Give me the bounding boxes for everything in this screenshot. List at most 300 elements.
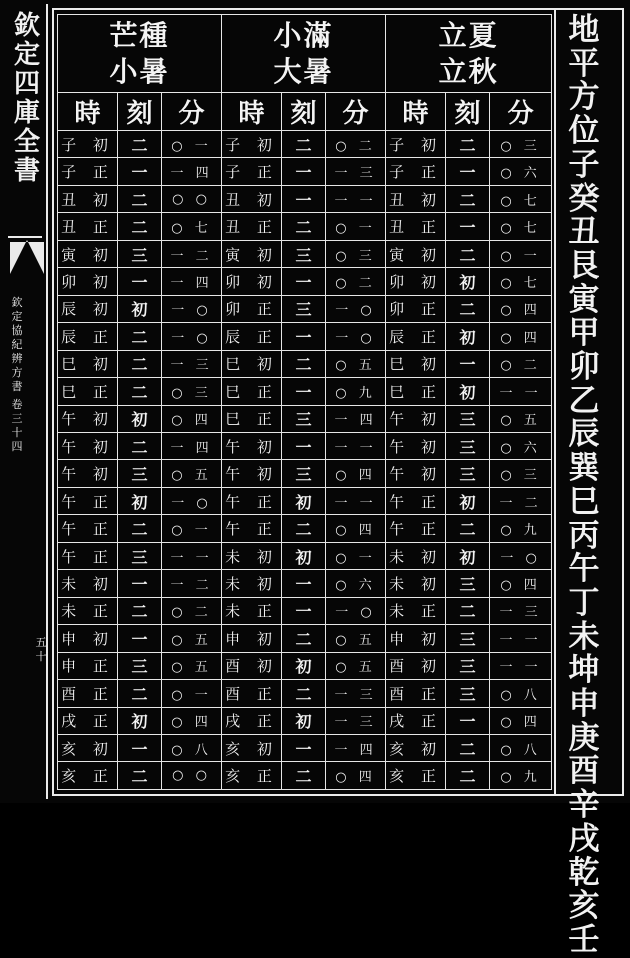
minute-cell: ○ 四 (326, 762, 386, 790)
hour-cell: 亥 正 (222, 762, 282, 790)
annotation-char: 戌 (568, 820, 600, 857)
quarter-cell: 初 (282, 487, 326, 514)
minute-cell: 一 ○ (326, 295, 386, 322)
hour-cell: 辰 正 (222, 323, 282, 350)
book-char: 書 (11, 380, 23, 393)
hour-cell: 午 初 (386, 432, 446, 459)
quarter-cell: 一 (118, 625, 162, 652)
minute-cell: 一 四 (162, 268, 222, 295)
minute-cell: ○ 六 (326, 570, 386, 597)
quarter-cell: 二 (446, 762, 490, 790)
minute-cell: ○ 四 (490, 295, 552, 322)
quarter-cell: 初 (118, 405, 162, 432)
annotation-char: 癸 (568, 180, 600, 217)
title-char: 欽 (13, 11, 40, 41)
book-char: 欽 (11, 296, 23, 309)
quarter-cell: 二 (446, 295, 490, 322)
minute-cell: ○ 五 (162, 652, 222, 679)
solar-term-header (386, 15, 552, 93)
hour-cell: 午 初 (58, 432, 118, 459)
hour-cell: 未 初 (386, 542, 446, 569)
quarter-cell: 二 (282, 680, 326, 707)
hour-cell: 子 正 (58, 158, 118, 185)
column-header: 刻 (446, 93, 490, 131)
annotation-char: 巽 (568, 450, 600, 487)
table-row (58, 185, 552, 212)
table-row (58, 625, 552, 652)
margin-band (4, 4, 48, 799)
quarter-cell: 三 (118, 542, 162, 569)
hour-cell: 午 正 (58, 515, 118, 542)
annotation-char: 丁 (568, 584, 600, 621)
term-header-row (58, 15, 552, 93)
minute-cell: ○ 八 (162, 734, 222, 761)
solar-term-top: 小滿 (273, 18, 334, 52)
minute-cell: ○ 四 (326, 460, 386, 487)
hour-cell: 未 初 (386, 570, 446, 597)
table-row (58, 487, 552, 514)
hour-cell: 亥 初 (386, 734, 446, 761)
quarter-cell: 一 (118, 268, 162, 295)
minute-cell: 一 一 (326, 487, 386, 514)
annotation-char: 地 (568, 12, 600, 48)
quarter-cell: 一 (282, 432, 326, 459)
hour-cell: 巳 正 (222, 378, 282, 405)
annotation-char: 午 (568, 551, 600, 588)
quarter-cell: 一 (446, 158, 490, 185)
table-row (58, 295, 552, 322)
hour-cell: 酉 正 (386, 680, 446, 707)
minute-cell: ○ ○ (162, 185, 222, 212)
quarter-cell: 二 (282, 131, 326, 158)
hour-cell: 酉 正 (58, 680, 118, 707)
quarter-cell: 二 (282, 213, 326, 240)
hour-cell: 未 正 (58, 597, 118, 624)
minute-cell: ○ 七 (490, 185, 552, 212)
minute-cell: ○ 四 (162, 707, 222, 734)
hour-cell: 辰 正 (386, 323, 446, 350)
quarter-cell: 二 (118, 680, 162, 707)
quarter-cell: 三 (446, 570, 490, 597)
minute-cell: ○ 八 (490, 680, 552, 707)
column-header: 刻 (118, 93, 162, 131)
hour-cell: 未 初 (222, 542, 282, 569)
hour-cell: 丑 初 (386, 185, 446, 212)
annotation-char: 甲 (568, 315, 600, 352)
quarter-cell: 二 (118, 597, 162, 624)
quarter-cell: 初 (282, 652, 326, 679)
quarter-cell: 初 (446, 268, 490, 295)
hour-cell: 卯 初 (222, 268, 282, 295)
quarter-cell: 初 (282, 707, 326, 734)
annotation-char: 乙 (568, 382, 600, 419)
solar-term-header (58, 15, 222, 93)
annotation-char: 丙 (568, 517, 600, 554)
hour-cell: 巳 正 (58, 378, 118, 405)
minute-cell: ○ 一 (162, 515, 222, 542)
quarter-cell: 一 (282, 597, 326, 624)
annotation-char: 子 (568, 146, 600, 183)
hour-cell: 子 初 (222, 131, 282, 158)
quarter-cell: 三 (118, 652, 162, 679)
minute-cell: ○ 二 (490, 350, 552, 377)
hour-cell: 午 初 (222, 460, 282, 487)
solar-term-bottom: 大暑 (273, 54, 334, 88)
hour-cell: 巳 初 (222, 350, 282, 377)
annotation-char: 辰 (568, 416, 600, 453)
hour-cell: 亥 初 (222, 734, 282, 761)
volume-char: 四 (11, 440, 23, 453)
hour-cell: 戌 正 (58, 707, 118, 734)
hour-cell: 未 初 (58, 570, 118, 597)
minute-cell: ○ 一 (326, 542, 386, 569)
table-row (58, 131, 552, 158)
hour-cell: 寅 初 (222, 240, 282, 267)
minute-cell: ○ 九 (490, 762, 552, 790)
hour-cell: 午 正 (386, 515, 446, 542)
annotation-char: 辛 (568, 787, 600, 824)
hour-cell: 子 初 (58, 131, 118, 158)
title-char: 四 (13, 69, 40, 99)
collection-title (12, 12, 42, 186)
hour-cell: 丑 正 (222, 213, 282, 240)
column-header-row (58, 93, 552, 131)
hour-cell: 卯 正 (222, 295, 282, 322)
annotation-char: 丑 (568, 214, 600, 251)
quarter-cell: 初 (118, 295, 162, 322)
quarter-cell: 二 (118, 131, 162, 158)
hour-cell: 午 正 (222, 515, 282, 542)
minute-cell: ○ 二 (162, 597, 222, 624)
quarter-cell: 二 (118, 378, 162, 405)
table-row (58, 570, 552, 597)
hour-cell: 丑 正 (386, 213, 446, 240)
quarter-cell: 二 (118, 185, 162, 212)
minute-cell: 一 二 (162, 570, 222, 597)
quarter-cell: 二 (282, 762, 326, 790)
minute-cell: 一 一 (490, 625, 552, 652)
quarter-cell: 一 (282, 158, 326, 185)
book-char: 辨 (11, 352, 23, 365)
table-row (58, 158, 552, 185)
hour-cell: 丑 初 (58, 185, 118, 212)
table-row (58, 680, 552, 707)
quarter-cell: 三 (446, 680, 490, 707)
annotation-char: 位 (568, 113, 600, 150)
hour-cell: 辰 正 (58, 323, 118, 350)
hour-cell: 卯 初 (386, 268, 446, 295)
hour-cell: 申 初 (58, 625, 118, 652)
quarter-cell: 二 (446, 734, 490, 761)
quarter-cell: 初 (446, 323, 490, 350)
table-row (58, 350, 552, 377)
quarter-cell: 初 (446, 378, 490, 405)
quarter-cell: 三 (282, 405, 326, 432)
hour-cell: 寅 初 (58, 240, 118, 267)
column-header: 分 (490, 93, 552, 131)
minute-cell: ○ 七 (490, 268, 552, 295)
minute-cell: 一 四 (326, 405, 386, 432)
table-row (58, 542, 552, 569)
hour-cell: 酉 初 (386, 652, 446, 679)
hour-cell: 亥 正 (58, 762, 118, 790)
column-header: 分 (326, 93, 386, 131)
minute-cell: 一 四 (326, 734, 386, 761)
minute-cell: 一 一 (162, 542, 222, 569)
hour-cell: 酉 初 (222, 652, 282, 679)
hour-cell: 午 正 (222, 487, 282, 514)
table-row (58, 515, 552, 542)
hour-cell: 丑 正 (58, 213, 118, 240)
quarter-cell: 三 (282, 460, 326, 487)
quarter-cell: 三 (282, 240, 326, 267)
quarter-cell: 二 (282, 350, 326, 377)
minute-cell: ○ 五 (490, 405, 552, 432)
minute-cell: ○ 三 (490, 131, 552, 158)
hour-cell: 巳 正 (386, 378, 446, 405)
solar-term-bottom: 立秋 (438, 54, 499, 88)
minute-cell: 一 ○ (490, 542, 552, 569)
volume-char: 三 (11, 412, 23, 425)
column-header: 時 (386, 93, 446, 131)
fishtail-mark-icon (10, 236, 44, 274)
table-row (58, 652, 552, 679)
hour-cell: 卯 初 (58, 268, 118, 295)
hour-cell: 子 初 (386, 131, 446, 158)
hour-cell: 午 正 (58, 542, 118, 569)
minute-cell: ○ 二 (326, 131, 386, 158)
hour-cell: 子 正 (386, 158, 446, 185)
quarter-cell: 一 (118, 734, 162, 761)
minute-cell: 一 ○ (326, 597, 386, 624)
annotation-char: 卯 (568, 349, 600, 386)
table-row (58, 268, 552, 295)
minute-cell: ○ 一 (162, 680, 222, 707)
quarter-cell: 三 (446, 652, 490, 679)
annotation-char: 寅 (568, 281, 600, 318)
minute-cell: ○ 七 (490, 213, 552, 240)
annotation-char: 申 (568, 686, 600, 723)
quarter-cell: 三 (446, 625, 490, 652)
table-row (58, 460, 552, 487)
hour-cell: 申 正 (58, 652, 118, 679)
hour-cell: 未 初 (222, 570, 282, 597)
annotation-char: 乾 (568, 854, 600, 891)
annotation-divider (554, 10, 556, 794)
minute-cell: ○ 六 (490, 158, 552, 185)
hour-cell: 巳 初 (386, 350, 446, 377)
minute-cell: ○ 一 (326, 213, 386, 240)
table-row (58, 323, 552, 350)
quarter-cell: 三 (118, 240, 162, 267)
hour-cell: 巳 正 (222, 405, 282, 432)
book-char: 紀 (11, 338, 23, 351)
hour-cell: 午 正 (58, 487, 118, 514)
minute-cell: 一 一 (326, 432, 386, 459)
hour-cell: 申 初 (222, 625, 282, 652)
hour-cell: 未 正 (222, 597, 282, 624)
quarter-cell: 二 (446, 131, 490, 158)
minute-cell: 一 四 (162, 158, 222, 185)
table-row (58, 378, 552, 405)
minute-cell: ○ 六 (490, 432, 552, 459)
minute-cell: 一 三 (326, 680, 386, 707)
leaf-char: 五 (35, 636, 47, 649)
table-row (58, 762, 552, 790)
quarter-cell: 二 (446, 515, 490, 542)
minute-cell: ○ 七 (162, 213, 222, 240)
minute-cell: 一 三 (326, 707, 386, 734)
hour-cell: 卯 正 (386, 295, 446, 322)
quarter-cell: 二 (118, 432, 162, 459)
quarter-cell: 初 (446, 487, 490, 514)
minute-cell: ○ 四 (490, 570, 552, 597)
table-row (58, 734, 552, 761)
minute-cell: ○ 三 (326, 240, 386, 267)
quarter-cell: 二 (118, 762, 162, 790)
hour-cell: 巳 初 (58, 350, 118, 377)
minute-cell: 一 一 (490, 378, 552, 405)
minute-cell: 一 一 (490, 652, 552, 679)
hour-cell: 午 初 (386, 405, 446, 432)
quarter-cell: 初 (118, 487, 162, 514)
quarter-cell: 一 (282, 268, 326, 295)
minute-cell: ○ 八 (490, 734, 552, 761)
quarter-cell: 一 (282, 570, 326, 597)
hour-cell: 午 初 (222, 432, 282, 459)
hour-cell: 午 初 (58, 405, 118, 432)
minute-cell: 一 二 (162, 240, 222, 267)
title-char: 定 (13, 40, 40, 70)
minute-cell: ○ 五 (326, 350, 386, 377)
minute-cell: ○ 一 (162, 131, 222, 158)
minute-cell: 一 三 (162, 350, 222, 377)
quarter-cell: 二 (118, 515, 162, 542)
leaf-number (34, 636, 48, 664)
book-title (10, 296, 24, 394)
leaf-char: 十 (35, 650, 47, 663)
table-row (58, 707, 552, 734)
minute-cell: 一 ○ (162, 323, 222, 350)
annotation-char: 方 (568, 79, 600, 116)
minute-cell: ○ ○ (162, 762, 222, 790)
minute-cell: ○ 一 (490, 240, 552, 267)
quarter-cell: 二 (446, 240, 490, 267)
quarter-cell: 二 (282, 625, 326, 652)
column-header: 分 (162, 93, 222, 131)
hour-cell: 申 初 (386, 625, 446, 652)
quarter-cell: 一 (282, 734, 326, 761)
minute-cell: ○ 九 (326, 378, 386, 405)
minute-cell: ○ 四 (326, 515, 386, 542)
quarter-cell: 一 (118, 158, 162, 185)
minute-cell: 一 ○ (162, 295, 222, 322)
title-char: 書 (13, 156, 40, 186)
quarter-cell: 一 (282, 185, 326, 212)
solar-term-bottom: 小暑 (109, 54, 170, 88)
minute-cell: ○ 三 (490, 460, 552, 487)
hour-cell: 午 初 (58, 460, 118, 487)
hour-cell: 丑 初 (222, 185, 282, 212)
minute-cell: ○ 四 (490, 707, 552, 734)
quarter-cell: 三 (118, 460, 162, 487)
annotation-char: 平 (568, 45, 600, 82)
solar-term-top: 芒種 (109, 18, 170, 52)
quarter-cell: 一 (446, 707, 490, 734)
hour-cell: 戌 正 (386, 707, 446, 734)
minute-cell: ○ 五 (326, 625, 386, 652)
minute-cell: ○ 二 (326, 268, 386, 295)
minute-cell: ○ 五 (162, 625, 222, 652)
quarter-cell: 二 (118, 350, 162, 377)
title-char: 全 (13, 127, 40, 157)
quarter-cell: 初 (446, 542, 490, 569)
hour-cell: 酉 正 (222, 680, 282, 707)
hour-cell: 子 正 (222, 158, 282, 185)
minute-cell: 一 三 (326, 158, 386, 185)
quarter-cell: 初 (118, 707, 162, 734)
table-row (58, 240, 552, 267)
column-header: 刻 (282, 93, 326, 131)
solar-term-header (222, 15, 386, 93)
hour-cell: 寅 初 (386, 240, 446, 267)
quarter-cell: 一 (282, 323, 326, 350)
minute-cell: 一 ○ (326, 323, 386, 350)
minute-cell: ○ 五 (326, 652, 386, 679)
column-header: 時 (222, 93, 282, 131)
book-char: 方 (11, 366, 23, 379)
title-char: 庫 (13, 98, 40, 128)
annotation-char: 壬 (568, 921, 600, 958)
hour-cell: 午 正 (386, 487, 446, 514)
table-row (58, 597, 552, 624)
minute-cell: ○ 三 (162, 378, 222, 405)
quarter-cell: 一 (118, 570, 162, 597)
table-row (58, 405, 552, 432)
minute-cell: ○ 四 (162, 405, 222, 432)
quarter-cell: 一 (446, 350, 490, 377)
annotation-char: 酉 (568, 753, 600, 790)
minute-cell: 一 一 (326, 185, 386, 212)
table-row (58, 432, 552, 459)
column-header: 時 (58, 93, 118, 131)
timing-table (57, 14, 552, 790)
hour-cell: 未 正 (386, 597, 446, 624)
quarter-cell: 三 (282, 295, 326, 322)
minute-cell: ○ 四 (490, 323, 552, 350)
book-char: 定 (11, 310, 23, 323)
annotation-char: 未 (568, 618, 600, 655)
hour-cell: 亥 正 (386, 762, 446, 790)
volume-char: 十 (11, 426, 23, 439)
volume-char: 卷 (11, 398, 23, 411)
annotation-char: 庚 (568, 719, 600, 756)
quarter-cell: 一 (446, 213, 490, 240)
hour-cell: 午 初 (386, 460, 446, 487)
annotation-char: 坤 (568, 652, 600, 689)
hour-cell: 辰 初 (58, 295, 118, 322)
minute-cell: 一 ○ (162, 487, 222, 514)
annotation-column (558, 14, 610, 958)
quarter-cell: 初 (282, 542, 326, 569)
quarter-cell: 二 (446, 185, 490, 212)
minute-cell: 一 三 (490, 597, 552, 624)
quarter-cell: 三 (446, 432, 490, 459)
quarter-cell: 二 (118, 213, 162, 240)
table-row (58, 213, 552, 240)
quarter-cell: 二 (118, 323, 162, 350)
book-char: 協 (11, 324, 23, 337)
